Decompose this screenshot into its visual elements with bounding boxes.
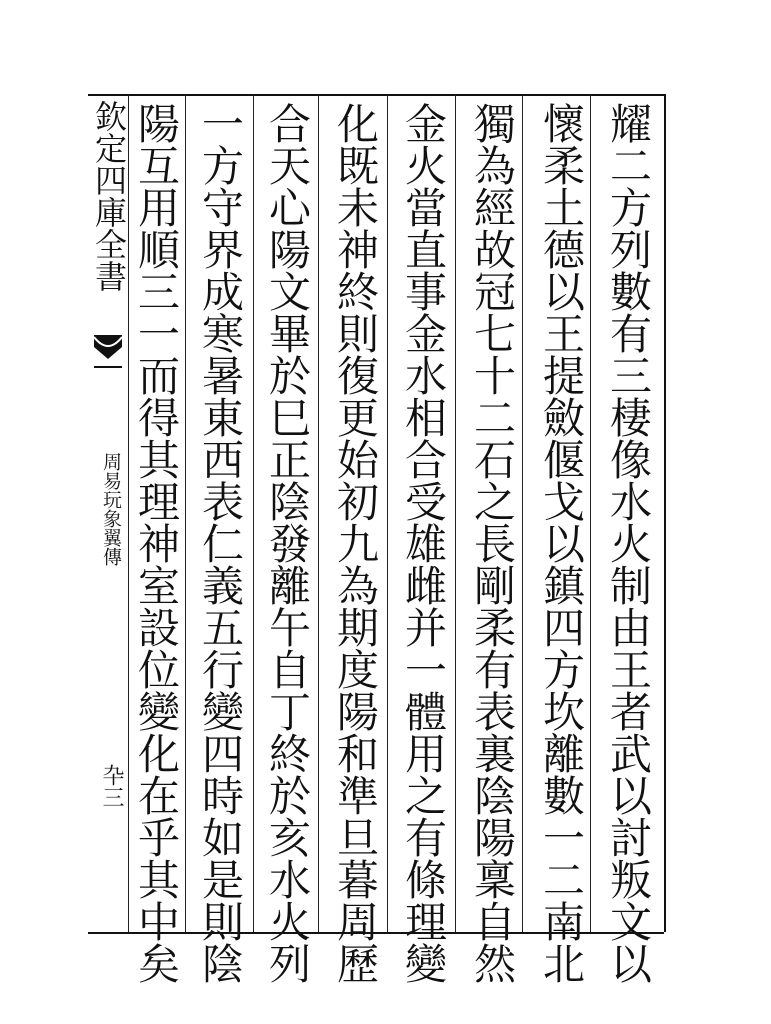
column-rule [318,95,319,932]
text-column-2: 懷柔土德以王提斂偃戈以鎮四方坎離數一二南北 [537,102,586,984]
column-rule [387,95,388,932]
book-title: 周易玩象翼傳 [100,452,122,566]
column-rule [522,95,523,932]
text-column-3: 獨為經故冠七十二石之長剛柔有表裏陰陽稟自然 [468,102,517,984]
text-column-1: 耀二方列數有三棲像水火制由王者武以討叛文以 [604,102,653,984]
collection-title: 欽定四庫全書 [90,100,128,292]
column-rule [590,95,591,932]
column-rule [253,95,254,932]
text-column-6: 合天心陽文畢於巳正陰發離午自丁終於亥水火列 [263,102,312,984]
column-rule [185,95,186,932]
frame-top-border [88,94,664,96]
text-column-5: 化既未神終則復更始初九為期度陽和準旦暮周歷 [331,102,380,984]
text-column-8: 陽互用順三一而得其理神室設位變化在乎其中矣 [132,102,181,984]
fish-tail-mark-icon [92,333,124,373]
text-column-4: 金火當直事金水相合受雄雌并一體用之有條理變 [399,102,448,984]
frame-right-border [664,94,666,932]
text-column-7: 一方守界成寒暑東西表仁義五行變四時如是則陰 [196,102,245,984]
column-rule [455,95,456,932]
page-number: 卆三 [99,764,124,808]
